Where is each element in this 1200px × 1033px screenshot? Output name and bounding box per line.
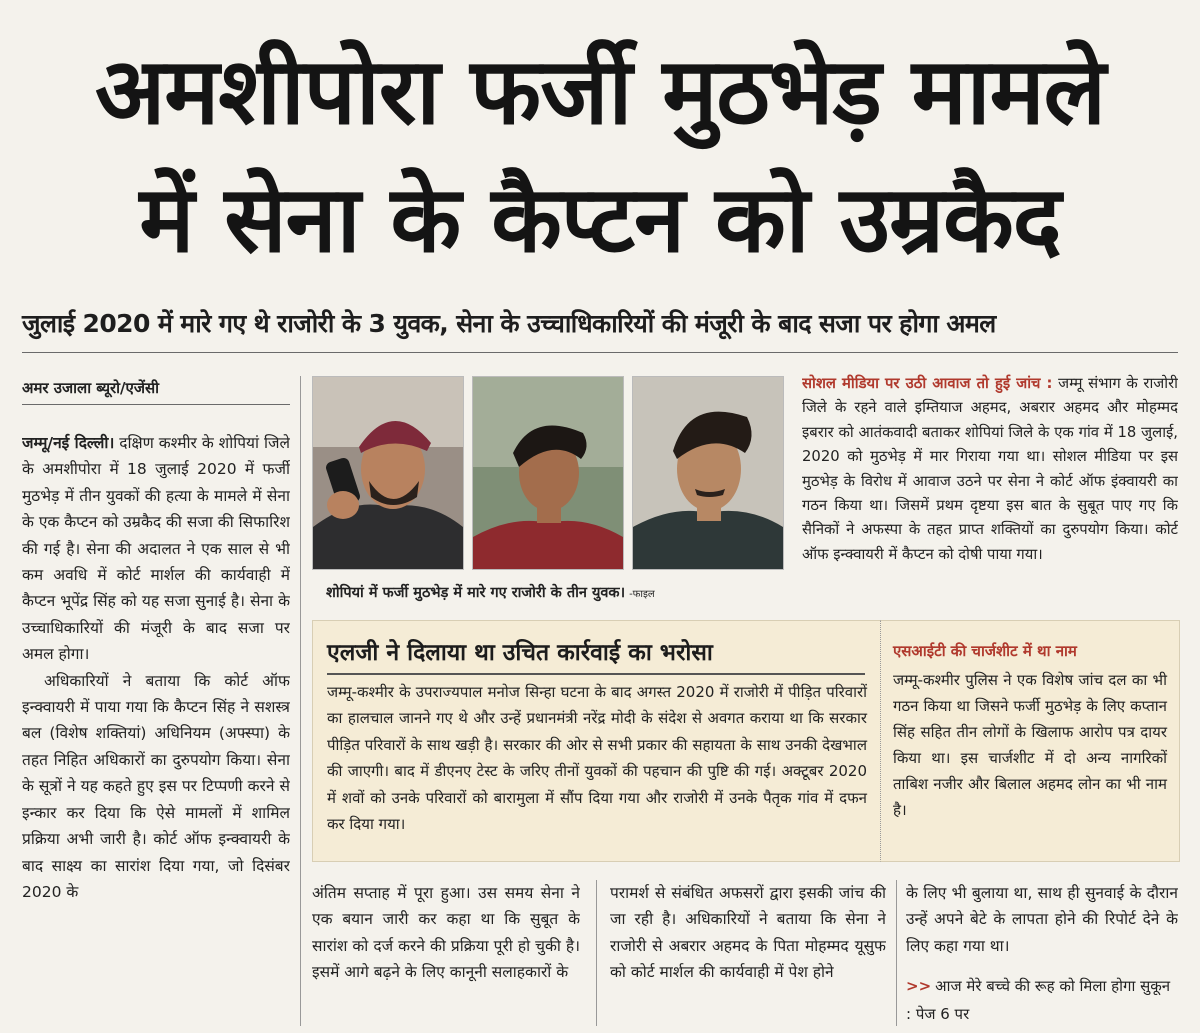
column-3	[610, 880, 886, 1026]
headline	[0, 28, 1200, 284]
dateline: जम्मू/नई दिल्ली।	[22, 434, 115, 452]
column-divider	[300, 376, 301, 1026]
lead-paragraph-2	[22, 668, 290, 906]
sit-chargesheet-box	[880, 620, 1180, 862]
subheadline-rule	[22, 352, 1178, 353]
photo-group	[312, 376, 780, 608]
sidebar-paragraph	[802, 372, 1178, 567]
lead-paragraph-1	[22, 430, 290, 668]
headline-line-2: में सेना के कैप्टन को उम्रकैद	[139, 166, 1061, 273]
lg-assurance-box	[312, 620, 882, 862]
column-divider-3	[896, 880, 897, 1026]
lg-assurance-title: एलजी ने दिलाया था उचित कार्रवाई का भरोसा	[327, 640, 713, 666]
sit-chargesheet-text: जम्मू-कश्मीर पुलिस ने एक विशेष जांच दल का भी गठन किया था जिसने फर्जी मुठभेड़ के लिए कप्तान सिंह सहित तीन लोगों के खिलाफ आरोप पत्र दायर किया था। इस चार्जशीट में दो अन्य नागरिकों ताबिश नजीर और बिलाल अहमद लोन का भी नाम है।	[893, 671, 1167, 819]
column-2	[312, 880, 580, 1026]
column-4	[906, 880, 1178, 970]
column-2-text: अंतिम सप्ताह में पूरा हुआ। उस समय सेना ने एक बयान जारी कर कहा था कि सुबूत के सारांश को दर्ज करने की प्रक्रिया पूरी हो चुकी है। इसमें आगे बढ़ने के लिए कानूनी सलाहकारों के	[312, 884, 580, 982]
lg-assurance-title-rule	[327, 673, 865, 675]
lead-text-1: दक्षिण कश्मीर के शोपियां जिले के अमशीपोरा में 18 जुलाई 2020 में फर्जी मुठभेड़ में तीन युवकों की हत्या के मामले में सेना के एक कैप्टन को उम्रकैद की सजा की सिफारिश की गई है। सेना की अदालत ने एक साल से भी कम अवधि में कोर्ट मार्शल की कार्यवाही में कैप्टन भूपेंद्र सिंह को यह सजा सुनाई है। सेना के उच्चाधिकारियों की मंजूरी के बाद सजा पर अमल होगा।	[22, 434, 290, 664]
byline-rule	[22, 404, 290, 405]
column-4-text: के लिए भी बुलाया था, साथ ही सुनवाई के दौरान उन्हें अपने बेटे के लापता होने की रिपोर्ट देने के लिए कहा गया था।	[906, 884, 1178, 955]
continued-text: आज मेरे बच्चे की रूह को मिला होगा सुकून : पेज 6 पर	[906, 977, 1171, 1023]
victim-photo-1-image	[313, 377, 463, 569]
victim-photo-2	[472, 376, 624, 570]
column-3-text: परामर्श से संबंधित अफसरों द्वारा इसकी जांच की जा रही है। अधिकारियों ने बताया कि सेना ने राजोरी से अबरार अहमद के पिता मोहम्मद यूसुफ को कोर्ट मार्शल की कार्यवाही में पेश होने	[610, 884, 886, 982]
victim-photo-3	[632, 376, 784, 570]
photo-caption-text: शोपियां में फर्जी मुठभेड़ में मारे गए राजोरी के तीन युवक।	[326, 585, 626, 601]
victim-photo-1	[312, 376, 464, 570]
lg-assurance-text: जम्मू-कश्मीर के उपराज्यपाल मनोज सिन्हा घटना के बाद अगस्त 2020 में राजोरी में पीड़ित परिवारों का हालचाल जानने गए थे और उन्हें प्रधानमंत्री नरेंद्र मोदी के संदेश से अवगत कराया था कि सरकार पीड़ित परिवारों के साथ खड़ी है। सरकार की ओर से सभी प्रकार की सहायता के साथ उनकी देखभाल की जाएगी। बाद में डीएनए टेस्ट के जरिए तीनों युवकों की पहचान की पुष्टि की गई। अक्टूबर 2020 में शवों को उनके परिवारों को बारामुला में सौंप दिया गया और राजोरी में उनके पैतृक गांव में दफन कर दिया गया।	[327, 683, 867, 834]
photo-credit: -फाइल	[629, 589, 655, 600]
sidebar-text: जम्मू संभाग के राजोरी जिले के रहने वाले इम्तियाज अहमद, अबरार अहमद और मोहम्मद इबरार को आतंकवादी बताकर शोपियां जिले के एक गांव में 18 जुलाई, 2020 को मुठभेड़ में मार गिराया गया था। सोशल मीडिया पर इस मुठभेड़ के विरोध में आवाज उठने पर सेना ने कोर्ट ऑफ इंक्वायरी का गठन किया था। जिसमें प्रथम दृष्टया इस बात के सुबूत पाए गए कि सैनिकों ने अफस्पा के तहत प्राप्त शक्तियों का दुरुपयोग किया। कोर्ट ऑफ इन्क्वायरी में कैप्टन को दोषी पाया गया।	[802, 375, 1178, 563]
sidebar-title: सोशल मीडिया पर उठी आवाज तो हुई जांच :	[802, 375, 1053, 392]
headline-line-1: अमशीपोरा फर्जी मुठभेड़ मामले	[95, 38, 1105, 145]
lead-text-2: अधिकारियों ने बताया कि कोर्ट ऑफ इन्क्वायरी में पाया गया कि कैप्टन सिंह ने सशस्त्र बल (विशेष शक्तियां) अधिनियम (अफ्स्पा) के तहत निहित अधिकारों का दुरुपयोग किया। सेना के सूत्रों ने यह कहते हुए इस पर टिप्पणी करने से इन्कार कर दिया कि ऐसे मामलों में शामिल प्रक्रिया अभी जारी है। कोर्ट ऑफ इन्क्वायरी के बाद साक्ष्य का सारांश दिया गया, जो दिसंबर 2020 के	[22, 671, 290, 901]
lead-column	[22, 430, 290, 1026]
photo-caption	[326, 582, 786, 602]
continued-arrow: >>	[906, 977, 932, 995]
sit-chargesheet-title: एसआईटी की चार्जशीट में था नाम	[893, 642, 1077, 660]
subheadline: जुलाई 2020 में मारे गए थे राजोरी के 3 युवक, सेना के उच्चाधिकारियों की मंजूरी के बाद सजा पर होगा अमल	[22, 309, 996, 338]
sidebar-column	[802, 372, 1178, 612]
victim-photo-2-image	[473, 377, 623, 569]
victim-photo-3-image	[633, 377, 783, 569]
byline: अमर उजाला ब्यूरो/एजेंसी	[22, 379, 159, 397]
column-divider-2	[596, 880, 597, 1026]
continued-on-page	[906, 972, 1176, 1028]
